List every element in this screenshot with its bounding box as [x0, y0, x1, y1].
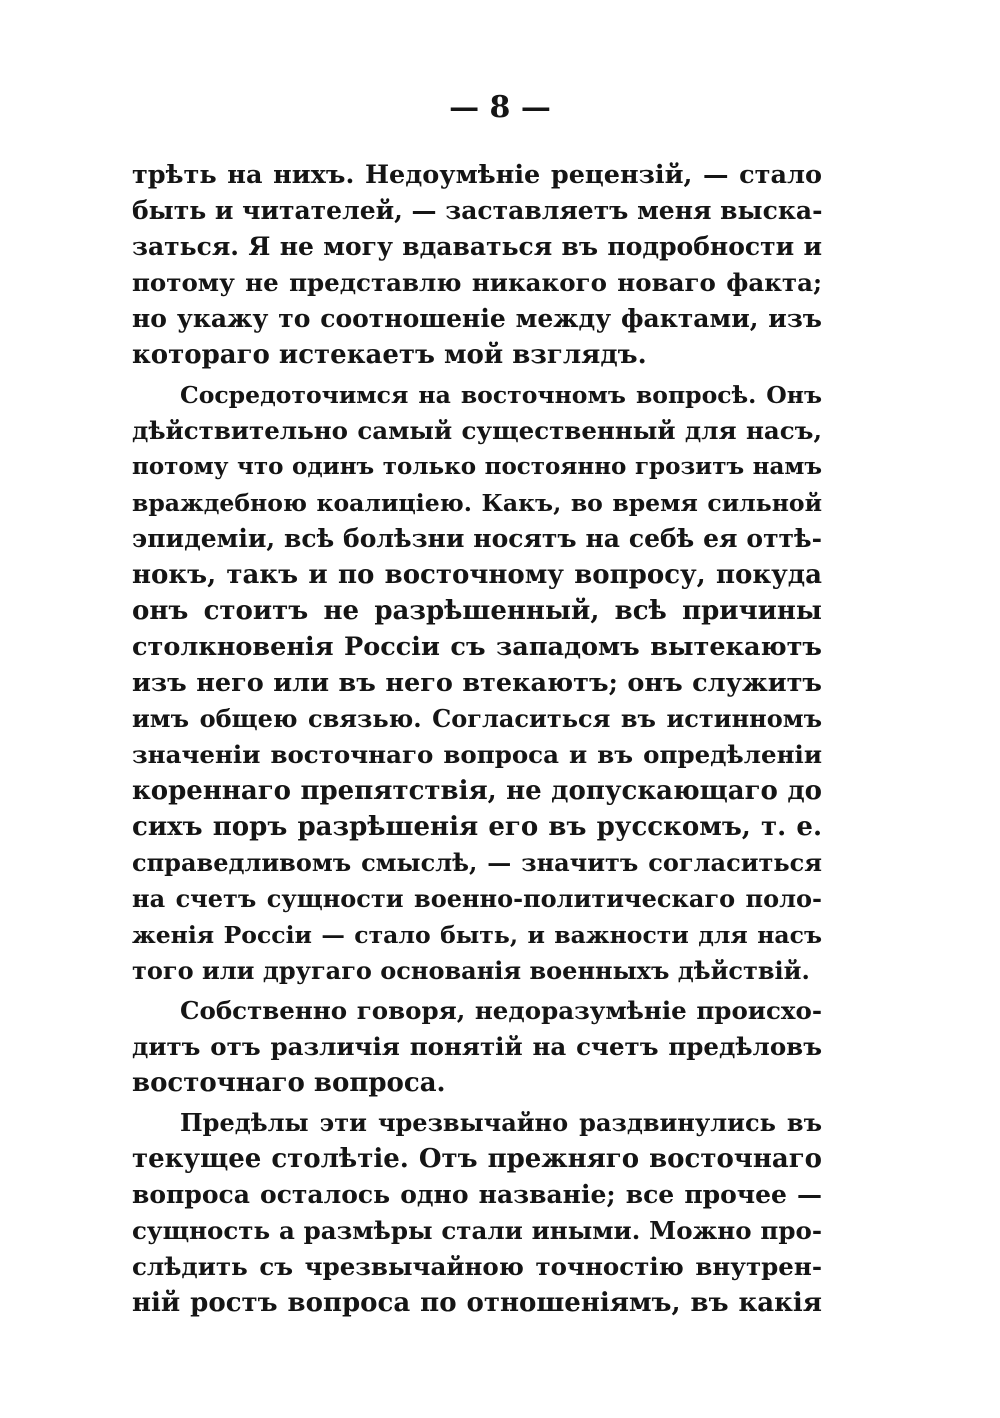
paragraph-first-line: Собственно говоря, недоразумѣніе происхо- [180, 996, 822, 1025]
text-line: потому что одинъ только постоянно грозитъ намъ [132, 453, 822, 480]
paragraph-first-line: Сосредоточимся на восточномъ вопросѣ. Онъ [180, 381, 822, 409]
text-line: быть и читателей, — заставляетъ меня выска- [132, 196, 823, 225]
text-line: справедливомъ смыслѣ, — значитъ согласиться [132, 848, 822, 877]
text-line: дитъ отъ различія понятій на счетъ предѣловъ [132, 1032, 822, 1061]
paragraph-first-line: Предѣлы эти чрезвычайно раздвинулись въ [180, 1108, 822, 1137]
text-line: слѣдить съ чрезвычайною точностію внутрен- [132, 1252, 822, 1281]
text-line: изъ него или въ него втекаютъ; онъ служитъ [132, 668, 822, 698]
text-line: восточнаго вопроса. [132, 1068, 446, 1098]
text-line: сущность а размѣры стали иными. Можно про- [132, 1216, 822, 1245]
text-line: дѣйствительно самый существенный для насъ, [132, 416, 822, 445]
text-line: но укажу то соотношеніе между фактами, изъ [132, 304, 822, 333]
text-line: ній ростъ вопроса по отношеніямъ, въ какія [132, 1288, 822, 1318]
text-line: имъ общею связью. Согласиться въ истинномъ [132, 704, 822, 733]
text-line: нокъ, такъ и по восточному вопросу, покуда [132, 560, 822, 590]
text-line: враждебною коалиціею. Какъ, во время сильной [132, 489, 822, 517]
page-number: — 8 — [449, 90, 551, 125]
text-line: эпидеміи, всѣ болѣзни носятъ на себѣ ея оттѣ- [132, 524, 822, 553]
text-line: столкновенія Россіи съ западомъ вытекаютъ [132, 632, 822, 662]
text-line: того или другаго основанія военныхъ дѣйствій. [132, 956, 810, 985]
text-line: котораго истекаетъ мой взглядъ. [132, 340, 647, 370]
text-line: кореннаго препятствія, не допускающаго до [132, 776, 822, 806]
text-line: заться. Я не могу вдаваться въ подробности и [132, 232, 822, 261]
text-line: текущее столѣтіе. Отъ прежняго восточнаго [132, 1144, 822, 1174]
text-line: значеніи восточнаго вопроса и въ опредѣленіи [132, 740, 822, 769]
text-line: сихъ поръ разрѣшенія его въ русскомъ, т. е. [132, 812, 822, 842]
text-line: онъ стоитъ не разрѣшенный, всѣ причины [132, 596, 822, 626]
text-line: женія Россіи — стало быть, и важности для насъ [132, 921, 822, 949]
text-line: трѣть на нихъ. Недоумѣніе рецензій, — стало [132, 160, 822, 190]
text-line: на счетъ сущности военно-политическаго поло- [132, 884, 822, 913]
text-line: вопроса осталось одно названіе; все прочее — [132, 1180, 822, 1209]
text-line: потому не представлю никакого новаго факта; [132, 268, 822, 297]
